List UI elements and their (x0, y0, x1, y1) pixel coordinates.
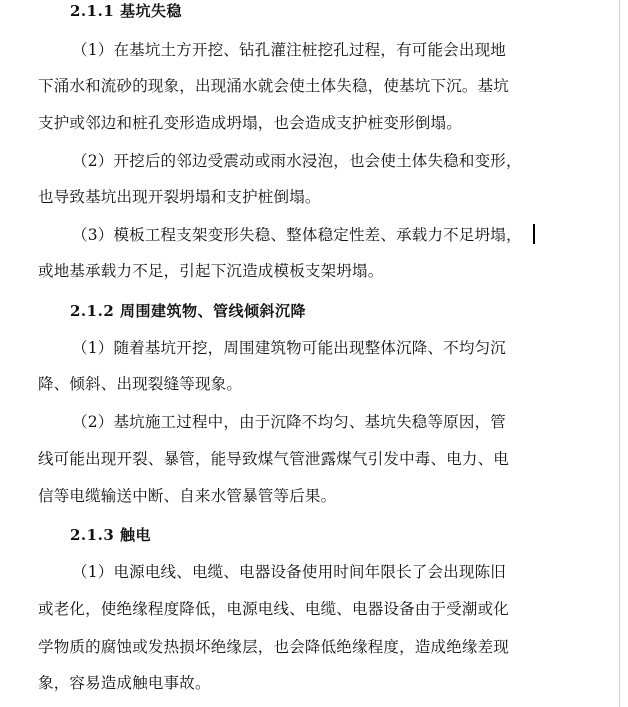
paragraph-line: （2）开挖后的邻边受震动或雨水浸泡，也会使土体失稳和变形， (72, 152, 522, 170)
paragraph-line: 象，容易造成触电事故。 (38, 674, 211, 692)
section-heading-2-1-3: 2.1.3 触电 (70, 526, 151, 544)
paragraph-line: 或地基承载力不足，引起下沉造成模板支架坍塌。 (38, 262, 384, 280)
paragraph-line: 降、倾斜、出现裂缝等现象。 (38, 375, 243, 393)
text-cursor (533, 224, 535, 244)
paragraph-line: 或老化，使绝缘程度降低，电源电线、电缆、电器设备由于受潮或化 (38, 600, 510, 618)
paragraph-line: 信等电缆输送中断、自来水管暴管等后果。 (38, 487, 337, 505)
paragraph-line: 线可能出现开裂、暴管，能导致煤气管泄露煤气引发中毒、电力、电 (38, 450, 510, 468)
paragraph-line: （3）模板工程支架变形失稳、整体稳定性差、承载力不足坍塌， (72, 226, 522, 244)
paragraph-line: （2）基坑施工过程中，由于沉降不均匀、基坑失稳等原因，管 (72, 413, 506, 431)
paragraph-line: 支护或邻边和桩孔变形造成坍塌，也会造成支护桩变形倒塌。 (38, 114, 462, 132)
paragraph-line: （1）电源电线、电缆、电器设备使用时间年限长了会出现陈旧 (72, 563, 506, 581)
section-heading-2-1-2: 2.1.2 周围建筑物、管线倾斜沉降 (70, 302, 306, 320)
paragraph-line: 也导致基坑出现开裂坍塌和支护桩倒塌。 (38, 188, 321, 206)
paragraph-line: （1）在基坑土方开挖、钻孔灌注桩挖孔过程，有可能会出现地 (72, 41, 506, 59)
paragraph-line: 学物质的腐蚀或发热损坏绝缘层，也会降低绝缘程度，造成绝缘差现 (38, 638, 510, 656)
paragraph-line: 下涌水和流砂的现象，出现涌水就会使土体失稳，使基坑下沉。基坑 (38, 77, 510, 95)
section-heading-2-1-1: 2.1.1 基坑失稳 (70, 2, 182, 20)
paragraph-line: （1）随着基坑开挖，周围建筑物可能出现整体沉降、不均匀沉 (72, 339, 506, 357)
